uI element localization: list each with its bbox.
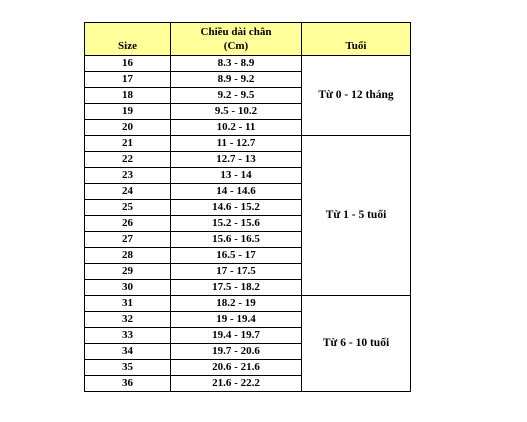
size-cell: 20 (85, 120, 171, 136)
size-cell: 27 (85, 232, 171, 248)
length-cell: 17.5 - 18.2 (171, 280, 302, 296)
header-foot-length-label: Chiều dài chân (200, 26, 272, 38)
header-row (85, 23, 411, 56)
size-cell: 16 (85, 56, 171, 72)
length-cell: 19.4 - 19.7 (171, 328, 302, 344)
header-size: Size (85, 23, 171, 56)
size-cell: 19 (85, 104, 171, 120)
length-cell: 9.2 - 9.5 (171, 88, 302, 104)
length-cell: 19.7 - 20.6 (171, 344, 302, 360)
length-cell: 14 - 14.6 (171, 184, 302, 200)
length-cell: 19 - 19.4 (171, 312, 302, 328)
size-cell: 36 (85, 376, 171, 392)
size-cell: 18 (85, 88, 171, 104)
header-foot-length-unit: (Cm) (223, 40, 249, 52)
length-cell: 11 - 12.7 (171, 136, 302, 152)
table-row (85, 136, 411, 152)
size-cell: 26 (85, 216, 171, 232)
age-group-cell: Từ 1 - 5 tuổi (302, 136, 411, 296)
length-cell: 12.7 - 13 (171, 152, 302, 168)
length-cell: 8.3 - 8.9 (171, 56, 302, 72)
length-cell: 17 - 17.5 (171, 264, 302, 280)
size-cell: 29 (85, 264, 171, 280)
size-cell: 21 (85, 136, 171, 152)
length-cell: 13 - 14 (171, 168, 302, 184)
length-cell: 8.9 - 9.2 (171, 72, 302, 88)
length-cell: 18.2 - 19 (171, 296, 302, 312)
length-cell: 15.6 - 16.5 (171, 232, 302, 248)
age-group-cell: Từ 6 - 10 tuổi (302, 296, 411, 392)
age-group-cell: Từ 0 - 12 tháng (302, 56, 411, 136)
length-cell: 21.6 - 22.2 (171, 376, 302, 392)
size-cell: 25 (85, 200, 171, 216)
size-cell: 33 (85, 328, 171, 344)
size-chart-table (84, 22, 411, 392)
length-cell: 15.2 - 15.6 (171, 216, 302, 232)
size-cell: 30 (85, 280, 171, 296)
size-cell: 23 (85, 168, 171, 184)
length-cell: 9.5 - 10.2 (171, 104, 302, 120)
size-cell: 17 (85, 72, 171, 88)
length-cell: 16.5 - 17 (171, 248, 302, 264)
length-cell: 10.2 - 11 (171, 120, 302, 136)
size-cell: 28 (85, 248, 171, 264)
size-cell: 34 (85, 344, 171, 360)
table-row (85, 296, 411, 312)
length-cell: 20.6 - 21.6 (171, 360, 302, 376)
size-cell: 24 (85, 184, 171, 200)
header-foot-length (171, 23, 302, 56)
size-cell: 22 (85, 152, 171, 168)
header-age: Tuổi (302, 23, 411, 56)
table-row (85, 56, 411, 72)
size-cell: 31 (85, 296, 171, 312)
size-cell: 32 (85, 312, 171, 328)
size-cell: 35 (85, 360, 171, 376)
length-cell: 14.6 - 15.2 (171, 200, 302, 216)
